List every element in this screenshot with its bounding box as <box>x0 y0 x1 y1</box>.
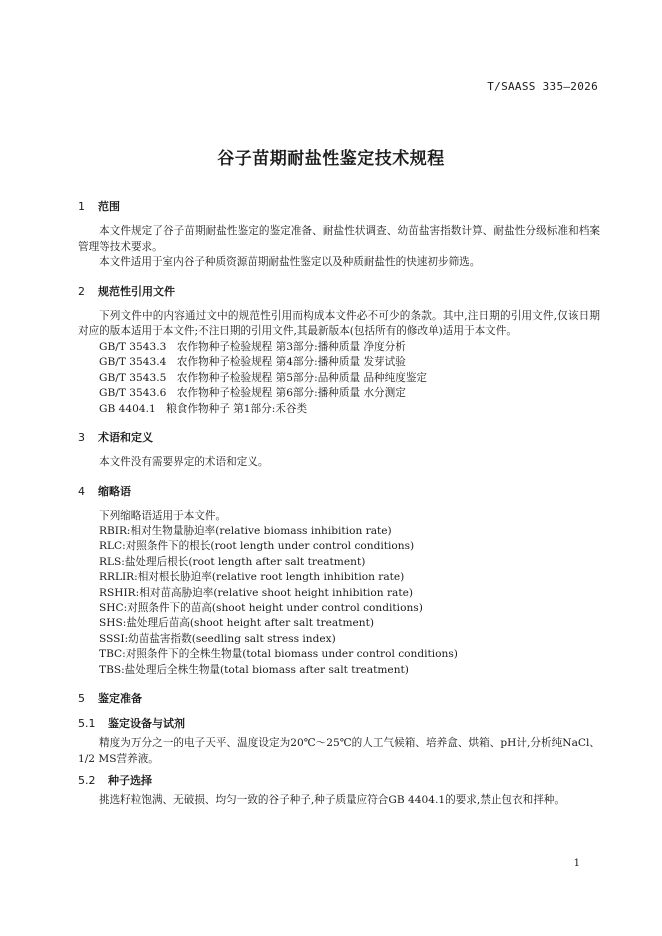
abbreviation-item: TBC:对照条件下的全株生物量(total biomass under control conditions) <box>99 648 458 661</box>
section-2-intro: 下列文件中的内容通过文中的规范性引用而构成本文件必不可少的条款。其中,注日期的引用文件,仅该日期对应的版本适用于本文件;不注日期的引用文件,其最新版本(包括所有的修改单)适用于本文件。 <box>78 309 600 338</box>
section-title: 规范性引用文件 <box>98 284 175 298</box>
section-1-heading <box>78 200 600 214</box>
subsection-number: 5.2 <box>78 774 96 788</box>
section-4-heading <box>78 485 600 499</box>
section-4-intro: 下列缩略语适用于本文件。 <box>99 509 227 522</box>
abbreviation-item: SHS:盐处理后苗高(shoot height after salt treatment) <box>99 617 375 630</box>
abbreviation-item: RBIR:相对生物量胁迫率(relative biomass inhibition rate) <box>99 525 392 537</box>
section-3-heading <box>78 431 600 445</box>
abbreviation-item: RLS:盐处理后根长(root length after salt treatment) <box>99 555 366 568</box>
section-number: 3 <box>78 431 85 444</box>
section-title: 术语和定义 <box>98 431 153 444</box>
reference-item: GB/T 3543.6 农作物种子检验规程 第6部分:播种质量 水分测定 <box>99 387 406 400</box>
subsection-5-1-heading <box>78 716 600 732</box>
document-title: 谷子苗期耐盐性鉴定技术规程 <box>217 149 445 169</box>
section-number: 5 <box>78 692 85 706</box>
section-title: 范围 <box>98 200 120 213</box>
reference-item: GB 4404.1 粮食作物种子 第1部分:禾谷类 <box>99 402 308 415</box>
section-5-heading <box>78 692 600 706</box>
standard-code: T/SAASS 335—2026 <box>487 80 598 93</box>
abbreviation-item: RRLIR:相对根长胁迫率(relative root length inhibition rate) <box>99 571 405 584</box>
page-number: 1 <box>573 858 580 869</box>
subsection-title: 鉴定设备与试剂 <box>108 717 185 731</box>
section-number: 1 <box>78 200 85 213</box>
reference-item: GB/T 3543.5 农作物种子检验规程 第5部分:品种质量 品种纯度鉴定 <box>99 371 428 384</box>
abbreviation-item: SHC:对照条件下的苗高(shoot height under control conditions) <box>99 602 423 615</box>
section-1-paragraph-2: 本文件适用于室内谷子种质资源苗期耐盐性鉴定以及种质耐盐性的快速初步筛选。 <box>99 256 481 269</box>
section-title: 鉴定准备 <box>98 692 142 706</box>
section-1-paragraph-1: 本文件规定了谷子苗期耐盐性鉴定的鉴定准备、耐盐性状调查、幼苗盐害指数计算、耐盐性分级标准和档案管理等技术要求。 <box>78 225 600 253</box>
abbreviation-item: RLC:对照条件下的根长(root length under control conditions) <box>99 540 415 553</box>
subsection-number: 5.1 <box>78 717 96 731</box>
abbreviation-item: SSSI:幼苗盐害指数(seedling salt stress index) <box>99 632 336 645</box>
section-number: 2 <box>78 284 85 298</box>
reference-item: GB/T 3543.3 农作物种子检验规程 第3部分:播种质量 净度分析 <box>99 340 406 353</box>
abbreviation-item: RSHIR:相对苗高胁迫率(relative shoot height inhibition rate) <box>99 586 413 599</box>
reference-item: GB/T 3543.4 农作物种子检验规程 第4部分:播种质量 发芽试验 <box>99 356 406 369</box>
section-2-heading <box>78 285 600 299</box>
subsection-5-1-paragraph: 精度为万分之一的电子天平、温度设定为20℃～25℃的人工气候箱、培养盒、烘箱、pH计,分析纯NaCl、1/2 MS营养液。 <box>78 737 600 765</box>
section-number: 4 <box>78 484 85 498</box>
subsection-5-2-heading <box>78 773 600 789</box>
subsection-5-2-paragraph: 挑选籽粒饱满、无破损、均匀一致的谷子种子,种子质量应符合GB 4404.1的要求,禁止包衣和拌种。 <box>99 794 565 807</box>
abbreviation-item: TBS:盐处理后全株生物量(total biomass after salt treatment) <box>99 663 409 676</box>
section-3-paragraph: 本文件没有需要界定的术语和定义。 <box>99 456 269 468</box>
document-body <box>78 200 600 809</box>
subsection-title: 种子选择 <box>108 774 152 788</box>
section-title: 缩略语 <box>98 484 131 498</box>
